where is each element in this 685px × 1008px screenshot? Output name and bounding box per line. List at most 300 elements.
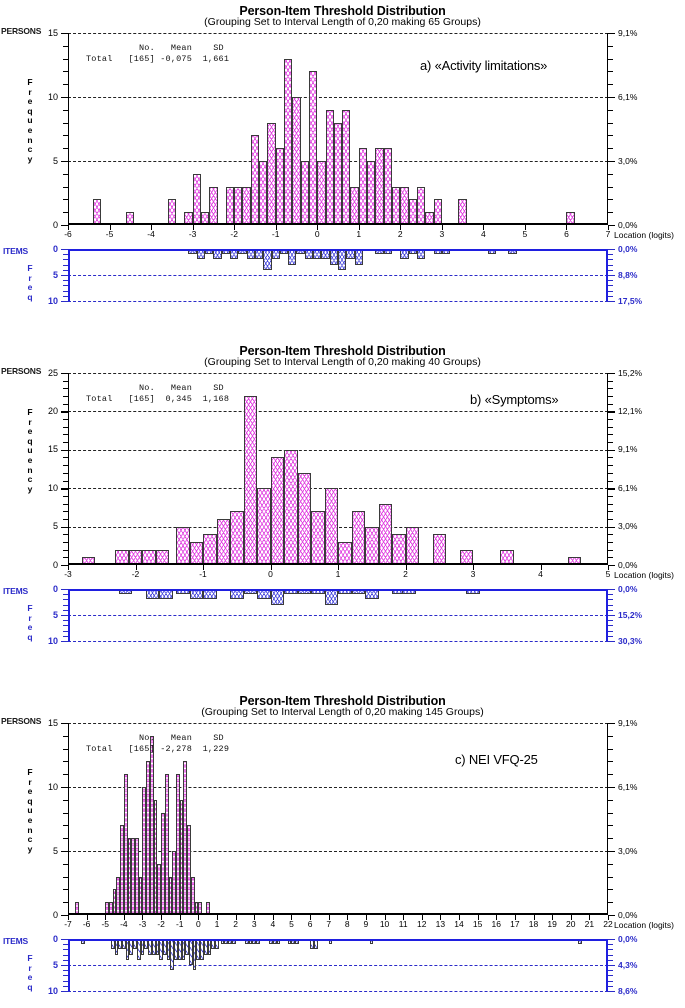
items-y-tick — [63, 594, 68, 595]
items-gridline — [68, 301, 608, 302]
y-tick — [63, 542, 68, 543]
right-percent-label: 9,1% — [618, 444, 638, 455]
y-tick-right — [608, 519, 613, 520]
chart-panel-a — [0, 0, 685, 330]
frequency-axis-label: F r e q u e n c y — [27, 77, 33, 164]
x-tick-label: 13 — [435, 919, 446, 929]
items-y-tick-right — [608, 275, 615, 276]
chart-panel-b — [0, 340, 685, 670]
y-tick — [63, 135, 68, 136]
items-y-tick-label: 10 — [47, 635, 58, 646]
items-y-tick-right — [608, 986, 613, 987]
items-bar — [355, 249, 363, 265]
y-tick-right — [608, 864, 613, 865]
x-axis-line — [68, 223, 608, 225]
histogram-bar — [325, 488, 339, 565]
x-tick-label: 17 — [510, 919, 520, 929]
y-tick-label: 10 — [47, 482, 58, 493]
y-tick-right — [608, 450, 615, 451]
x-tick-label: -4 — [120, 919, 128, 929]
y-tick — [61, 851, 68, 852]
y-tick — [63, 465, 68, 466]
y-tick-right — [608, 736, 613, 737]
y-tick — [63, 46, 68, 47]
y-tick-right — [608, 749, 613, 750]
x-tick-label: -7 — [64, 919, 72, 929]
histogram-bar — [176, 527, 190, 565]
items-y-tick — [61, 641, 68, 642]
histogram-bar — [384, 148, 392, 225]
items-y-tick — [63, 296, 68, 297]
panel-label: a) «Activity limitations» — [420, 58, 548, 73]
right-percent-label: 12,1% — [618, 405, 643, 416]
items-y-tick-right — [608, 270, 613, 271]
items-y-tick — [61, 301, 68, 302]
histogram-bar — [359, 148, 367, 225]
x-tick-label: 7 — [326, 919, 332, 929]
y-tick-right — [608, 411, 615, 412]
y-tick — [63, 187, 68, 188]
x-tick-label: -3 — [64, 569, 72, 579]
x-tick-label: 6 — [564, 229, 569, 239]
histogram-bar — [334, 123, 342, 225]
histogram-bar — [417, 187, 425, 225]
items-y-tick-label: 10 — [47, 295, 58, 306]
histogram-bar — [458, 199, 466, 225]
y-tick — [61, 161, 68, 162]
x-tick-label: 2 — [403, 569, 408, 579]
items-y-tick-right — [608, 955, 613, 956]
x-tick-label: 0 — [195, 919, 201, 929]
chart-subtitle: (Grouping Set to Interval Length of 0,20 making 65 Groups) — [204, 16, 481, 28]
items-y-tick-right — [608, 254, 613, 255]
items-y-tick-label: 10 — [47, 985, 58, 996]
x-tick-label: -1 — [175, 919, 184, 929]
items-plot-area — [68, 589, 608, 641]
y-tick-right — [608, 774, 613, 775]
panel-label: b) «Symptoms» — [470, 392, 559, 407]
histogram-bar — [242, 187, 250, 225]
y-tick — [63, 442, 68, 443]
y-tick — [63, 749, 68, 750]
y-tick-label: 10 — [47, 91, 58, 102]
y-tick — [63, 813, 68, 814]
items-bar — [338, 249, 346, 270]
x-tick-label: -1 — [271, 229, 280, 239]
y-tick — [63, 396, 68, 397]
x-tick-label: 22 — [603, 919, 613, 929]
items-y-tick-label: 5 — [52, 269, 58, 280]
histogram-bar — [433, 534, 447, 565]
y-tick — [63, 736, 68, 737]
items-y-tick — [61, 615, 68, 616]
items-right-percent-label: 30,3% — [618, 635, 643, 646]
histogram-bar — [276, 148, 284, 225]
y-tick — [63, 381, 68, 382]
items-bar — [325, 589, 339, 605]
items-y-tick-right — [608, 949, 613, 950]
x-tick-label: 4 — [538, 569, 543, 579]
gridline — [68, 373, 608, 374]
items-y-tick — [63, 259, 68, 260]
histogram-bar — [230, 511, 244, 565]
stats-row: Total [165] -0,075 1,661 — [86, 54, 230, 64]
x-tick-label: -3 — [188, 229, 197, 239]
items-y-tick-right — [608, 944, 613, 945]
x-tick-label: -4 — [147, 229, 155, 239]
y-tick-right — [608, 59, 613, 60]
items-y-tick — [61, 249, 68, 250]
gridline — [68, 411, 608, 412]
histogram-bar — [209, 187, 217, 225]
x-tick-label: 2 — [233, 919, 238, 929]
chart-subtitle: (Grouping Set to Interval Length of 0,20 making 40 Groups) — [204, 356, 481, 368]
x-axis-title: Location (logits) — [614, 230, 675, 240]
y-tick-right — [608, 373, 615, 374]
items-y-tick — [61, 965, 68, 966]
y-tick-label: 5 — [52, 521, 58, 532]
items-y-tick-right — [608, 965, 615, 966]
histogram-bar — [257, 488, 271, 565]
items-right-percent-label: 17,5% — [618, 295, 643, 306]
y-tick — [63, 404, 68, 405]
x-tick-label: 18 — [528, 919, 539, 929]
y-tick — [63, 557, 68, 558]
y-tick-right — [608, 915, 615, 916]
histogram-bar — [311, 511, 325, 565]
x-tick-label: -5 — [105, 229, 114, 239]
x-tick-label: 14 — [454, 919, 464, 929]
items-y-tick-label: 5 — [52, 609, 58, 620]
histogram-bar — [400, 187, 408, 225]
y-tick — [63, 519, 68, 520]
y-tick-right — [608, 902, 613, 903]
right-axis-line — [607, 723, 608, 915]
right-axis-line — [607, 373, 608, 565]
items-y-tick-right — [608, 981, 613, 982]
y-tick-right — [608, 123, 613, 124]
items-y-tick-right — [608, 296, 613, 297]
y-tick-right — [608, 557, 613, 558]
histogram-bar — [190, 542, 204, 565]
y-tick — [61, 373, 68, 374]
y-tick — [63, 174, 68, 175]
items-y-tick-right — [608, 285, 613, 286]
items-y-tick — [63, 599, 68, 600]
y-tick-label: 15 — [47, 27, 58, 38]
items-axis-label: ITEMS — [3, 586, 28, 596]
y-tick-right — [608, 388, 613, 389]
histogram-bar — [284, 59, 292, 225]
right-percent-label: 9,1% — [618, 717, 638, 728]
x-tick-label: 1 — [335, 569, 341, 579]
items-plot-area — [68, 249, 608, 301]
items-y-tick-right — [608, 625, 613, 626]
y-tick-right — [608, 813, 613, 814]
histogram-bar — [365, 527, 379, 565]
x-tick-label: 3 — [470, 569, 476, 579]
histogram-bar — [168, 199, 176, 225]
histogram-bar — [234, 187, 242, 225]
items-right-percent-label: 15,2% — [618, 609, 643, 620]
histogram-bar — [244, 396, 258, 565]
x-tick-label: -1 — [199, 569, 207, 579]
items-y-tick — [63, 265, 68, 266]
items-y-tick-right — [608, 599, 613, 600]
x-axis-title: Location (logits) — [614, 920, 675, 930]
histogram-bar — [342, 110, 350, 225]
x-tick-label: 1 — [214, 919, 220, 929]
y-tick — [63, 419, 68, 420]
y-tick — [63, 123, 68, 124]
histogram-bar — [367, 161, 375, 225]
y-tick-right — [608, 404, 613, 405]
y-tick-right — [608, 381, 613, 382]
y-tick-right — [608, 97, 615, 98]
x-tick-label: 5 — [522, 229, 528, 239]
y-tick — [63, 110, 68, 111]
y-tick-right — [608, 527, 615, 528]
x-tick-label: 11 — [398, 919, 408, 929]
items-bar — [271, 589, 285, 605]
items-y-tick-right — [608, 636, 613, 637]
y-tick — [63, 148, 68, 149]
y-tick-right — [608, 877, 613, 878]
y-tick-right — [608, 427, 613, 428]
freq-axis-label: F r e q — [27, 263, 33, 302]
x-tick-label: 5 — [289, 919, 294, 929]
y-tick-label: 25 — [47, 367, 58, 378]
histogram-bar — [298, 473, 312, 565]
items-gridline — [68, 615, 608, 616]
items-y-tick-label: 0 — [52, 933, 58, 944]
items-y-tick — [63, 955, 68, 956]
x-tick-label: -3 — [138, 919, 147, 929]
y-tick-right — [608, 442, 613, 443]
items-y-tick-right — [608, 605, 613, 606]
items-bar — [330, 249, 338, 265]
x-tick-label: 20 — [566, 919, 576, 929]
items-y-tick — [63, 944, 68, 945]
y-tick-right — [608, 838, 613, 839]
y-axis-line — [68, 33, 69, 225]
y-tick-right — [608, 473, 613, 474]
y-tick-right — [608, 787, 615, 788]
histogram-bar — [93, 199, 101, 225]
y-tick-right — [608, 534, 613, 535]
x-tick-label: 0 — [314, 229, 320, 239]
x-tick-label: -5 — [101, 919, 110, 929]
items-y-tick — [63, 270, 68, 271]
items-y-tick-right — [608, 939, 615, 940]
y-tick — [61, 411, 68, 412]
right-percent-label: 0,0% — [618, 219, 638, 230]
items-y-tick — [63, 949, 68, 950]
y-tick — [63, 199, 68, 200]
stats-header: No. Mean SD — [86, 733, 224, 743]
histogram-bar — [317, 161, 325, 225]
items-bar — [288, 249, 296, 265]
y-tick-right — [608, 187, 613, 188]
right-percent-label: 6,1% — [618, 781, 638, 792]
items-y-tick-right — [608, 991, 615, 992]
items-gridline — [68, 641, 608, 642]
y-tick — [63, 457, 68, 458]
y-tick — [63, 59, 68, 60]
y-tick-right — [608, 110, 613, 111]
y-tick — [61, 33, 68, 34]
items-right-percent-label: 0,0% — [618, 583, 638, 594]
items-gridline — [68, 965, 608, 966]
items-right-percent-label: 4,3% — [618, 959, 638, 970]
y-tick-right — [608, 550, 613, 551]
persons-axis-label: PERSONS — [1, 716, 42, 726]
histogram-bar — [217, 519, 231, 565]
right-percent-label: 3,0% — [618, 845, 638, 856]
right-percent-label: 0,0% — [618, 559, 638, 570]
y-tick — [63, 838, 68, 839]
items-right-percent-label: 8,6% — [618, 985, 638, 996]
persons-axis-label: PERSONS — [1, 26, 42, 36]
stats-header: No. Mean SD — [86, 43, 224, 53]
histogram-bar — [203, 534, 217, 565]
items-top-axis — [68, 249, 608, 251]
y-tick-label: 0 — [52, 909, 58, 920]
items-y-tick — [63, 291, 68, 292]
y-tick-label: 5 — [52, 845, 58, 856]
items-y-tick — [61, 589, 68, 590]
y-tick — [63, 212, 68, 213]
y-tick-right — [608, 148, 613, 149]
y-tick-right — [608, 434, 613, 435]
x-tick-label: 1 — [356, 229, 362, 239]
y-tick-label: 15 — [47, 717, 58, 728]
y-tick — [63, 902, 68, 903]
items-y-tick — [63, 254, 68, 255]
x-tick-label: 4 — [481, 229, 486, 239]
items-y-axis — [68, 939, 70, 991]
items-y-tick — [61, 991, 68, 992]
y-tick — [63, 388, 68, 389]
items-y-tick-label: 5 — [52, 959, 58, 970]
y-tick-right — [608, 212, 613, 213]
x-tick-label: -2 — [157, 919, 165, 929]
items-y-tick — [63, 631, 68, 632]
y-tick — [61, 915, 68, 916]
right-percent-label: 6,1% — [618, 482, 638, 493]
y-tick-right — [608, 504, 613, 505]
y-tick — [63, 473, 68, 474]
y-tick — [63, 427, 68, 428]
y-tick-right — [608, 496, 613, 497]
items-y-tick-right — [608, 259, 613, 260]
y-tick — [63, 800, 68, 801]
histogram-bar — [271, 457, 285, 565]
items-top-axis — [68, 939, 608, 941]
y-tick — [61, 527, 68, 528]
histogram-bar — [301, 161, 309, 225]
histogram-bar — [259, 161, 267, 225]
x-tick-label: -2 — [230, 229, 238, 239]
items-y-axis — [68, 249, 70, 301]
y-tick — [63, 481, 68, 482]
frequency-axis-label: F r e q u e n c y — [27, 767, 33, 854]
freq-axis-label: F r e q — [27, 603, 33, 642]
histogram-bar — [375, 148, 383, 225]
items-gridline — [68, 275, 608, 276]
y-tick — [61, 565, 68, 566]
items-axis-label: ITEMS — [3, 936, 28, 946]
items-y-tick-right — [608, 249, 615, 250]
x-tick-label: 16 — [491, 919, 501, 929]
x-tick-label: -6 — [64, 229, 72, 239]
items-gridline — [68, 991, 608, 992]
freq-axis-label: F r e q — [27, 953, 33, 992]
x-axis-title: Location (logits) — [614, 570, 675, 580]
x-tick-label: -6 — [82, 919, 91, 929]
items-y-tick — [63, 620, 68, 621]
items-y-tick — [63, 981, 68, 982]
y-tick-label: 15 — [47, 444, 58, 455]
items-y-tick-right — [608, 265, 613, 266]
y-tick-right — [608, 481, 613, 482]
right-percent-label: 3,0% — [618, 155, 638, 166]
y-tick — [63, 761, 68, 762]
items-y-tick-right — [608, 615, 615, 616]
x-tick-label: -2 — [131, 569, 140, 579]
gridline — [68, 33, 608, 34]
items-y-tick-label: 0 — [52, 243, 58, 254]
x-tick-label: 8 — [344, 919, 350, 929]
frequency-axis-label: F r e q u e n c y — [27, 407, 33, 494]
x-axis-line — [68, 913, 608, 915]
y-tick-right — [608, 542, 613, 543]
items-right-percent-label: 0,0% — [618, 933, 638, 944]
histogram-bar — [292, 97, 300, 225]
x-tick-label: 10 — [379, 919, 390, 929]
y-tick-right — [608, 396, 613, 397]
y-tick-right — [608, 465, 613, 466]
y-tick — [63, 864, 68, 865]
items-y-tick — [61, 939, 68, 940]
right-percent-label: 3,0% — [618, 521, 638, 532]
items-y-tick-right — [608, 960, 613, 961]
y-tick — [63, 877, 68, 878]
stats-header: No. Mean SD — [86, 383, 224, 393]
x-tick-label: 21 — [584, 919, 595, 929]
right-percent-label: 0,0% — [618, 909, 638, 920]
y-tick — [63, 550, 68, 551]
histogram-bar — [434, 199, 442, 225]
y-tick-right — [608, 419, 613, 420]
histogram-bar — [267, 123, 275, 225]
x-tick-label: 7 — [605, 229, 611, 239]
y-axis-line — [68, 373, 69, 565]
x-tick-label: 19 — [547, 919, 557, 929]
y-tick — [61, 488, 68, 489]
y-tick-label: 10 — [47, 781, 58, 792]
histogram-bar — [193, 174, 201, 225]
items-y-tick — [63, 610, 68, 611]
right-percent-label: 6,1% — [618, 91, 638, 102]
right-axis-line — [607, 33, 608, 225]
y-tick-right — [608, 889, 613, 890]
y-tick-label: 5 — [52, 155, 58, 166]
chart-title: Person-Item Threshold Distribution — [239, 344, 446, 358]
y-tick — [61, 787, 68, 788]
items-y-tick — [63, 975, 68, 976]
gridline — [68, 450, 608, 451]
